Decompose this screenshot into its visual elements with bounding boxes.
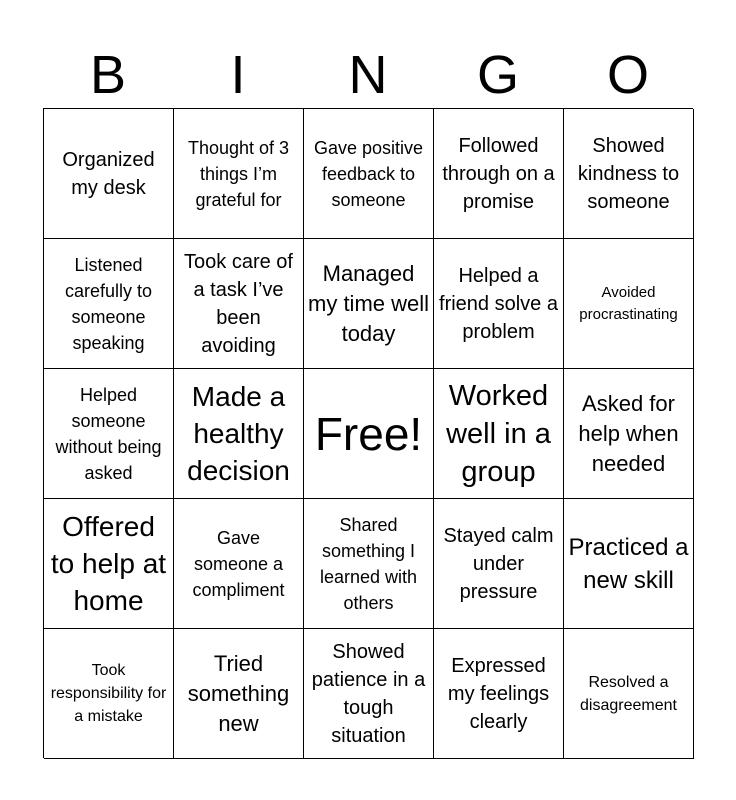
header-letter-n: N xyxy=(348,45,388,105)
cell-text: Helped someone without being asked xyxy=(55,384,162,483)
cell-text: Managed my time well today xyxy=(308,260,430,346)
header-letter-g: G xyxy=(476,45,519,105)
cell-text: Took responsibility for a mistake xyxy=(50,662,167,725)
cell-text: Offered to help at home xyxy=(50,511,167,616)
bingo-cell[interactable] xyxy=(564,499,694,629)
cell-text: Worked well in a group xyxy=(446,379,551,488)
cell-text: Avoided procrastinating xyxy=(579,283,678,323)
bingo-cell[interactable] xyxy=(174,629,304,759)
header-letter-i: I xyxy=(230,45,246,105)
cell-text: Expressed my feelings clearly xyxy=(447,654,550,733)
cell-text: Gave someone a compliment xyxy=(192,527,285,600)
bingo-cell[interactable] xyxy=(304,239,434,369)
bingo-cell[interactable] xyxy=(174,369,304,499)
cell-text: Tried something new xyxy=(187,650,290,736)
cell-text: Practiced a new skill xyxy=(568,533,689,594)
bingo-cell[interactable] xyxy=(44,109,174,239)
bingo-cell[interactable] xyxy=(174,499,304,629)
bingo-cell[interactable] xyxy=(44,629,174,759)
bingo-header xyxy=(43,42,693,108)
cell-text: Helped a friend solve a problem xyxy=(439,264,558,343)
header-letter-b: B xyxy=(89,45,127,105)
header-letter-o: O xyxy=(606,45,649,105)
bingo-cell[interactable] xyxy=(434,499,564,629)
bingo-cell[interactable] xyxy=(44,239,174,369)
bingo-cell[interactable] xyxy=(434,369,564,499)
bingo-cell[interactable] xyxy=(174,239,304,369)
cell-text: Showed patience in a tough situation xyxy=(311,640,426,747)
bingo-cell[interactable] xyxy=(564,109,694,239)
cell-text: Gave positive feedback to someone xyxy=(313,137,424,210)
bingo-cell[interactable] xyxy=(44,369,174,499)
bingo-cell[interactable] xyxy=(304,109,434,239)
cell-text: Made a healthy decision xyxy=(187,381,290,486)
bingo-cell[interactable] xyxy=(564,629,694,759)
bingo-cell[interactable] xyxy=(304,629,434,759)
cell-text: Resolved a disagreement xyxy=(580,673,677,714)
cell-text: Organized my desk xyxy=(62,148,155,199)
cell-text: Thought of 3 things I’m grateful for xyxy=(187,137,290,210)
bingo-grid xyxy=(43,108,693,758)
bingo-cell[interactable] xyxy=(434,629,564,759)
free-space-text: Free! xyxy=(314,407,423,460)
bingo-cell[interactable] xyxy=(44,499,174,629)
cell-text: Listened carefully to someone speaking xyxy=(64,254,153,353)
bingo-cell[interactable] xyxy=(304,499,434,629)
cell-text: Showed kindness to someone xyxy=(577,134,680,213)
bingo-cell[interactable] xyxy=(434,109,564,239)
cell-text: Asked for help when needed xyxy=(578,390,679,476)
cell-text: Took care of a task I’ve been avoiding xyxy=(184,250,293,357)
cell-text: Followed through on a promise xyxy=(442,134,555,213)
bingo-cell[interactable] xyxy=(174,109,304,239)
bingo-cell[interactable] xyxy=(434,239,564,369)
cell-text: Stayed calm under pressure xyxy=(443,524,554,603)
bingo-cell[interactable] xyxy=(564,369,694,499)
free-space-cell[interactable] xyxy=(304,369,434,499)
cell-text: Shared something I learned with others xyxy=(319,514,418,613)
bingo-cell[interactable] xyxy=(564,239,694,369)
